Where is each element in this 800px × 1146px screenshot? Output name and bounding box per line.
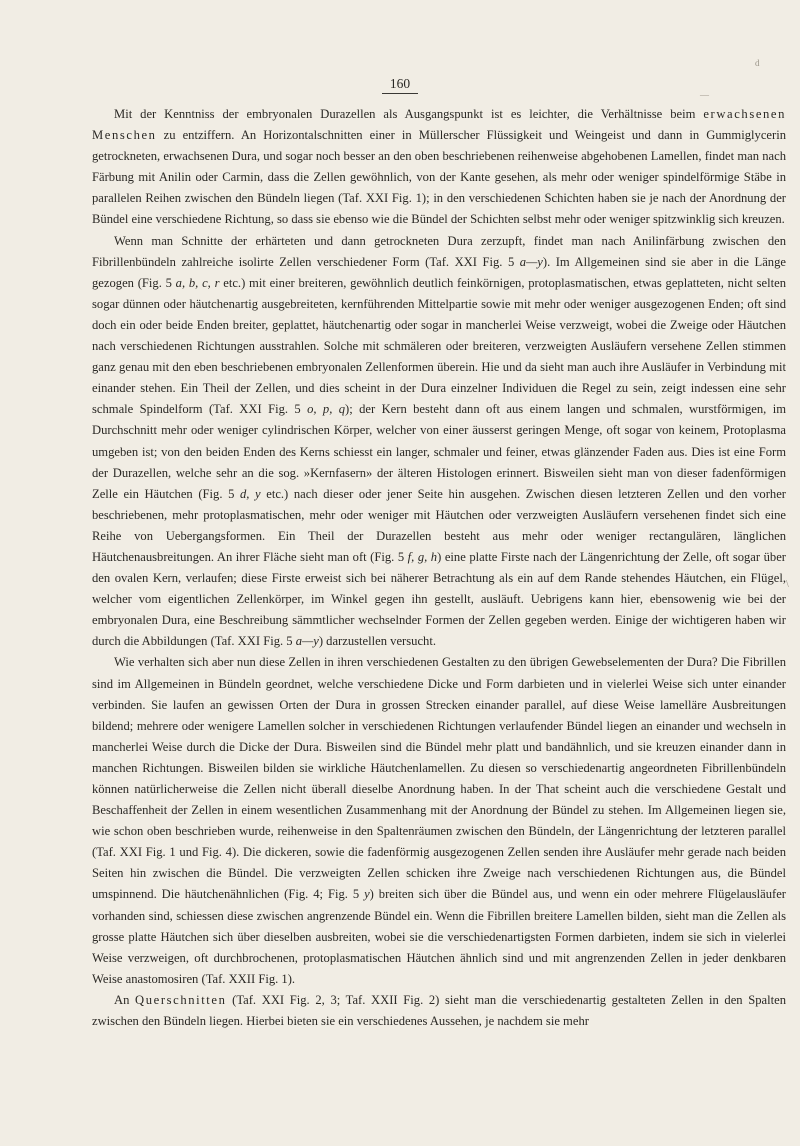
margin-mark: \ [786,579,789,590]
paragraph: Mit der Kenntniss der embryonalen Durazellen als Ausgangspunkt ist es leichter, die Verhältnisse beim erwachsenen Menschen zu entziffern. An Horizontalschnitten einer in Müllerscher Flüssigkeit und Weingeist und dann in Gummiglycerin getrockneten, erwachsenen Dura, und sogar noch besser an den oben beschriebenen reihenweise abgehobenen Lamellen, findet man nach Färbung mit Anilin oder Carmin, dass die Zellen gewöhnlich, von der Kante gesehen, als mehr oder weniger spindelförmige Stäbe in parallelen Reihen zwischen den Bündeln liegen (Taf. XXI Fig. 1); in den verschiedenen Schichten haben sie je nach der Anordnung der Bündel eine verschiedene Richtung, so dass sie ebenso wie die Bündel der Schichten selbst mehr oder weniger spitzwinklig sich kreuzen. [92,107,786,227]
figure-reference: d, y [239,486,261,501]
page-number: 160 [0,76,800,94]
figure-reference: y [364,887,370,902]
figure-reference: o, p, q [307,402,346,417]
paragraph: An Querschnitten (Taf. XXI Fig. 2, 3; Taf. XXII Fig. 2) sieht man die verschiedenartig gestalteten Zellen in den Spalten zwischen den Bündeln liegen. Hierbei bieten sie ein verschiedenes Aussehen, je nachdem sie mehr [92,992,787,1029]
spaced-emphasis: erwachsenen Menschen [92,107,786,143]
paragraph: Wie verhalten sich aber nun diese Zellen in ihren verschiedenen Gestalten zu den übrigen Gewebselementen der Dura? Die Fibrillen sind im Allgemeinen in Bündeln geordnet, welche verschiedene Dicke und Form darbieten und in vielerlei Weise sich unter einander verbinden. Sie laufen an gewissen Orten der Dura in grossen Strecken einander parallel, auf diese Weise lamelläre Ausbreitungen bildend; mehrere oder wenigere Lamellen solcher in verschiedenen Richtungen verlaufender Bündel liegen an einander und wechseln in mancherlei Weise durch die Dicke der Dura. Bisweilen sind die Bündel mehr platt und bandähnlich, und sie kreuzen einander dann in manchen Richtungen. Bisweilen bilden sie wirkliche Häutchenlamellen. Zu diesen so verschiedenartig angeordneten Fibrillenbündeln können natürlicherweise die Zellen nicht überall dieselbe Anordnung haben. In der That scheint auch die verschiedene Gestalt und Beschaffenheit der Zellen in einem wesentlichen Zusammenhang mit der Anordnung der Bündel zu stehen. Im Allgemeinen liegen sie, wie schon oben beschrieben wurde, reihenweise in den Spaltenräumen zwischen den Bündeln, der Längenrichtung der letzteren parallel (Taf. XXI Fig. 1 und Fig. 4). Die dickeren, sowie die fadenförmig ausgezogenen Zellen senden ihre Ausläufer mehr gerade nach beiden Seiten hin zwischen die Bündel. Die verzweigten Zellen schicken ihre Zweige nach verschiedenen Richtungen aus, die Bündel umspinnend. Die häutchenähnlichen (Fig. 4; Fig. 5 y) breiten sich über die Bündel aus, und wenn ein oder mehrere Flügelausläufer vorhanden sind, schiessen diese zwischen angrenzende Bündel ein. Wenn die Fibrillen breitere Lamellen bilden, sieht man die Zellen als grosse platte Häutchen sich über dieselben ausbreiten, wobei sie die verschiedenartigsten Formen darbieten, indem sie sich in vielerlei Weise verzweigen, oft durchbrochenen, protoplasmatischen Häutchen ähnlich sind und mit angrenzenden Zellen in jeder denkbaren Weise anastomosiren (Taf. XXII Fig. 1). [92,655,786,986]
body-text [92,104,786,1032]
figure-reference: f, g, h [407,549,438,564]
margin-mark: d [755,58,760,68]
margin-mark: — [700,90,709,100]
spaced-emphasis: Querschnitten [135,992,227,1007]
figure-reference: a, b, c, r [175,275,220,290]
figure-reference: a—y [519,254,543,269]
paragraph: Wenn man Schnitte der erhärteten und dann getrockneten Dura zerzupft, findet man nach Anilinfärbung zwischen den Fibrillenbündeln zahlreiche isolirte Zellen verschiedener Form (Taf. XXI Fig. 5 a—y). Im Allgemeinen sind sie aber in die Länge gezogen (Fig. 5 a, b, c, r etc.) mit einer breiteren, gewöhnlich deutlich feinkörnigen, protoplasmatischen, etwas geplatteten, nicht selten sogar dünnen oder häutchenartig ausgebreiteten, kernführenden Mittelpartie sowie mit mehr oder weniger ausgezogenen Enden; oft sind doch ein oder beide Enden breiter, geplattet, häutchenartig oder sogar in mancherlei Weise verzweigt, wobei die Zweige oder Häutchen nach verschiedenen Richtungen ausstrahlen. Solche mit schmäleren oder breiteren, verzweigten Ausläufern versehene Zellen stimmen ganz genau mit den eben beschriebenen embryonalen Zellenformen überein. Hie und da sieht man auch ihre Ausläufer in Verbindung mit einander stehen. Ein Theil der Zellen, und dies scheint in der Dura einzelner Individuen die Regel zu sein, zeigt indessen eine sehr schmale Spindelform (Taf. XXI Fig. 5 o, p, q); der Kern besteht dann oft aus einem langen und schmalen, wurstförmigen, im Durchschnitt mehr oder weniger cylindrischen Körper, welcher von einer äusserst geringen Menge, oft sogar von keinem, Protoplasma umgeben ist; von den beiden Enden des Kerns schiesst ein langer, schmaler und feiner, etwas glänzender Faden aus. Dies ist eine Form der Durazellen, welche sehr an die sog. »Kernfasern» der älteren Histologen erinnert. Bisweilen sieht man von dieser fadenförmigen Zelle ein Häutchen (Fig. 5 d, y etc.) nach dieser oder jener Seite hin ausgehen. Zwischen diesen letzteren Zellen und den vorher beschriebenen, mehr protoplasmatischen, mehr oder weniger mit Häutchen oder verzweigten Ausläufern versehenen findet sich eine Reihe von Uebergangsformen. Ein Theil der Durazellen besteht aus mehr oder weniger rectangulären, länglichen Häutchenausbreitungen. An ihrer Fläche sieht man oft (Fig. 5 f, g, h) eine platte Firste nach der Längenrichtung der Zelle, oft sogar über den ovalen Kern, verlaufen; diese Firste erweist sich bei näherer Betrachtung als ein auf dem Rande stehendes Häutchen, ein Flügel, welcher vom eigentlichen Zellenkörper, im Winkel gegen ihn gestellt, ausläuft. Uebrigens kann hier, ebensowenig wie bei der embryonalen Dura, eine Beschreibung sämmtlicher wechselnder Formen der Zellen gegeben werden. Einige der wichtigeren haben wir durch die Abbildungen (Taf. XXI Fig. 5 a—y) darzustellen versucht. [92,233,786,649]
figure-reference: a—y [295,634,319,649]
